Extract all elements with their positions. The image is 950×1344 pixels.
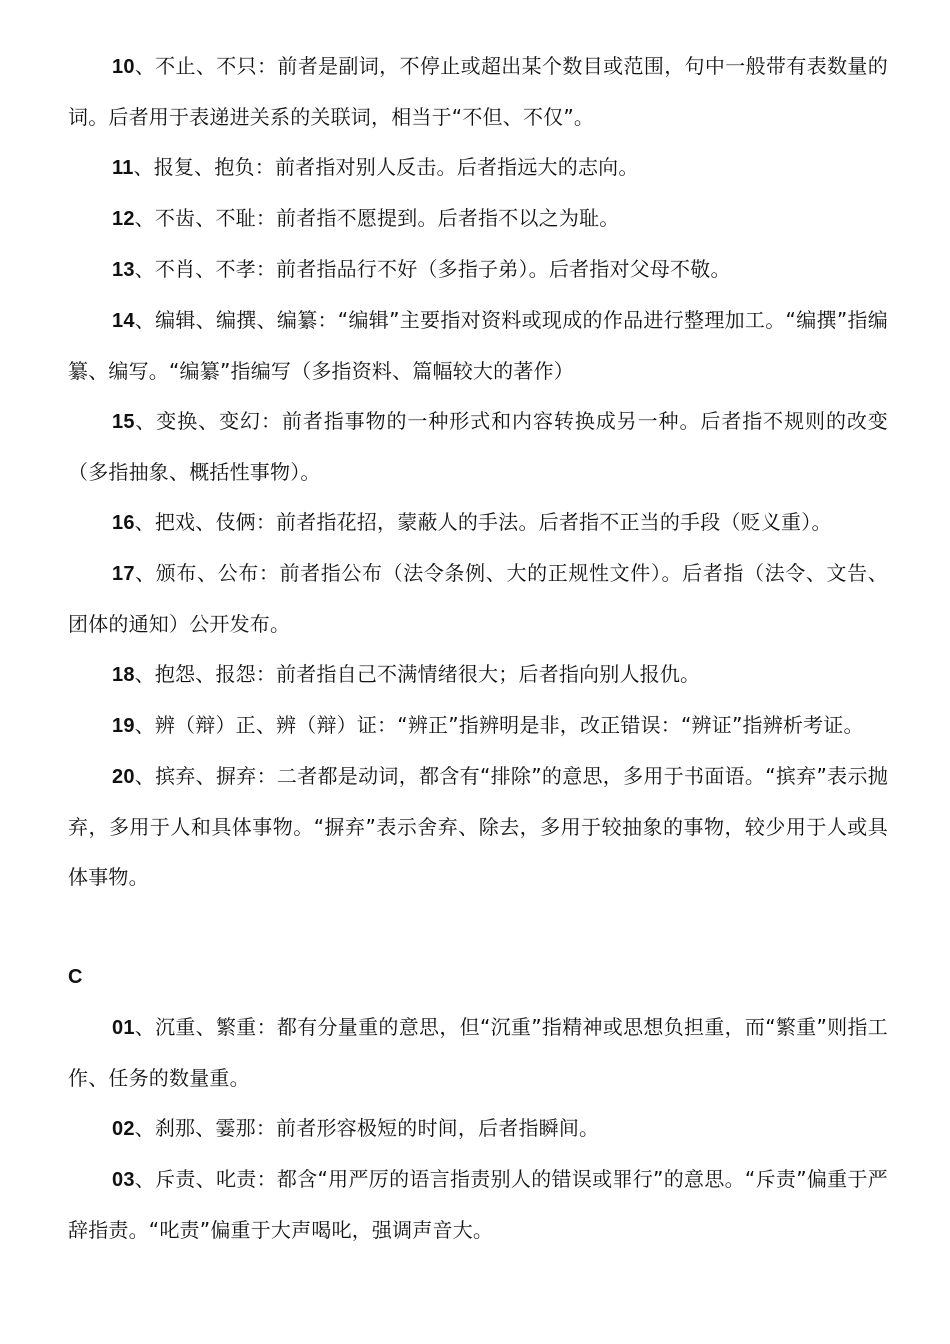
entry-b-11 [68,142,888,193]
section-heading-c: C [68,966,83,988]
entry-c-01 [68,1002,888,1103]
entry-b-20 [68,751,888,902]
entry-b-19 [68,700,888,751]
entry-number: 01 [112,1017,135,1039]
entry-text: 、斥责、叱责：都含“用严厉的语言指责别人的错误或罪行”的意思。“斥责”偏重于严辞指责。“叱责”偏重于大声喝叱，强调声音大。 [68,1167,888,1242]
entry-c-03 [68,1154,888,1255]
entry-b-15 [68,396,888,497]
entry-number: 18 [112,664,135,686]
entry-text: 、不止、不只：前者是副词，不停止或超出某个数目或范围，句中一般带有表数量的词。后者用于表递进关系的关联词，相当于“不但、不仅”。 [68,54,888,129]
entry-text: 、不齿、不耻：前者指不愿提到。后者指不以之为耻。 [134,206,620,230]
entry-b-18 [68,649,888,700]
entry-text: 、沉重、繁重：都有分量重的意思，但“沉重”指精神或思想负担重，而“繁重”则指工作、任务的数量重。 [68,1015,888,1090]
entry-number: 10 [112,56,135,78]
entry-text: 、辨（辩）正、辨（辩）证：“辨正”指辨明是非，改正错误：“辨证”指辨析考证。 [134,713,864,737]
entry-number: 13 [112,259,135,281]
entry-text: 、颁布、公布：前者指公布（法令条例、大的正规性文件）。后者指（法令、文告、团体的通知）公开发布。 [68,561,888,636]
entry-number: 02 [112,1118,135,1140]
entry-text: 、报复、抱负：前者指对别人反击。后者指远大的志向。 [133,155,639,179]
entry-b-13 [68,244,888,295]
entry-number: 16 [112,512,135,534]
entry-b-10 [68,41,888,142]
entry-number: 14 [112,310,135,332]
entry-text: 、变换、变幻：前者指事物的一种形式和内容转换成另一种。后者指不规则的改变（多指抽象、概括性事物）。 [68,409,888,484]
entry-b-17 [68,548,888,649]
entry-text: 、刹那、霎那：前者形容极短的时间，后者指瞬间。 [134,1116,600,1140]
entry-number: 19 [112,715,135,737]
entry-text: 、把戏、伎俩：前者指花招，蒙蔽人的手法。后者指不正当的手段（贬义重）。 [134,510,832,534]
entry-b-12 [68,193,888,244]
entry-number: 11 [112,157,134,179]
entry-number: 15 [112,411,135,433]
entry-text: 、抱怨、报怨：前者指自己不满情绪很大；后者指向别人报仇。 [134,662,701,686]
entry-text: 、编辑、编撰、编纂：“编辑”主要指对资料或现成的作品进行整理加工。“编撰”指编纂、编写。“编纂”指编写（多指资料、篇幅较大的著作） [68,308,888,383]
entry-number: 03 [112,1169,135,1191]
entry-text: 、摈弃、摒弃：二者都是动词，都含有“排除”的意思，多用于书面语。“摈弃”表示抛弃，多用于人和具体事物。“摒弃”表示舍弃、除去，多用于较抽象的事物，较少用于人或具体事物。 [68,764,888,889]
entry-number: 17 [112,563,135,585]
entry-number: 20 [112,766,135,788]
entry-b-14 [68,295,888,396]
entry-b-16 [68,497,888,548]
entry-c-02 [68,1103,888,1154]
entry-text: 、不肖、不孝：前者指品行不好（多指子弟）。后者指对父母不敬。 [134,257,731,281]
document-page [68,41,888,1255]
entry-number: 12 [112,208,135,230]
